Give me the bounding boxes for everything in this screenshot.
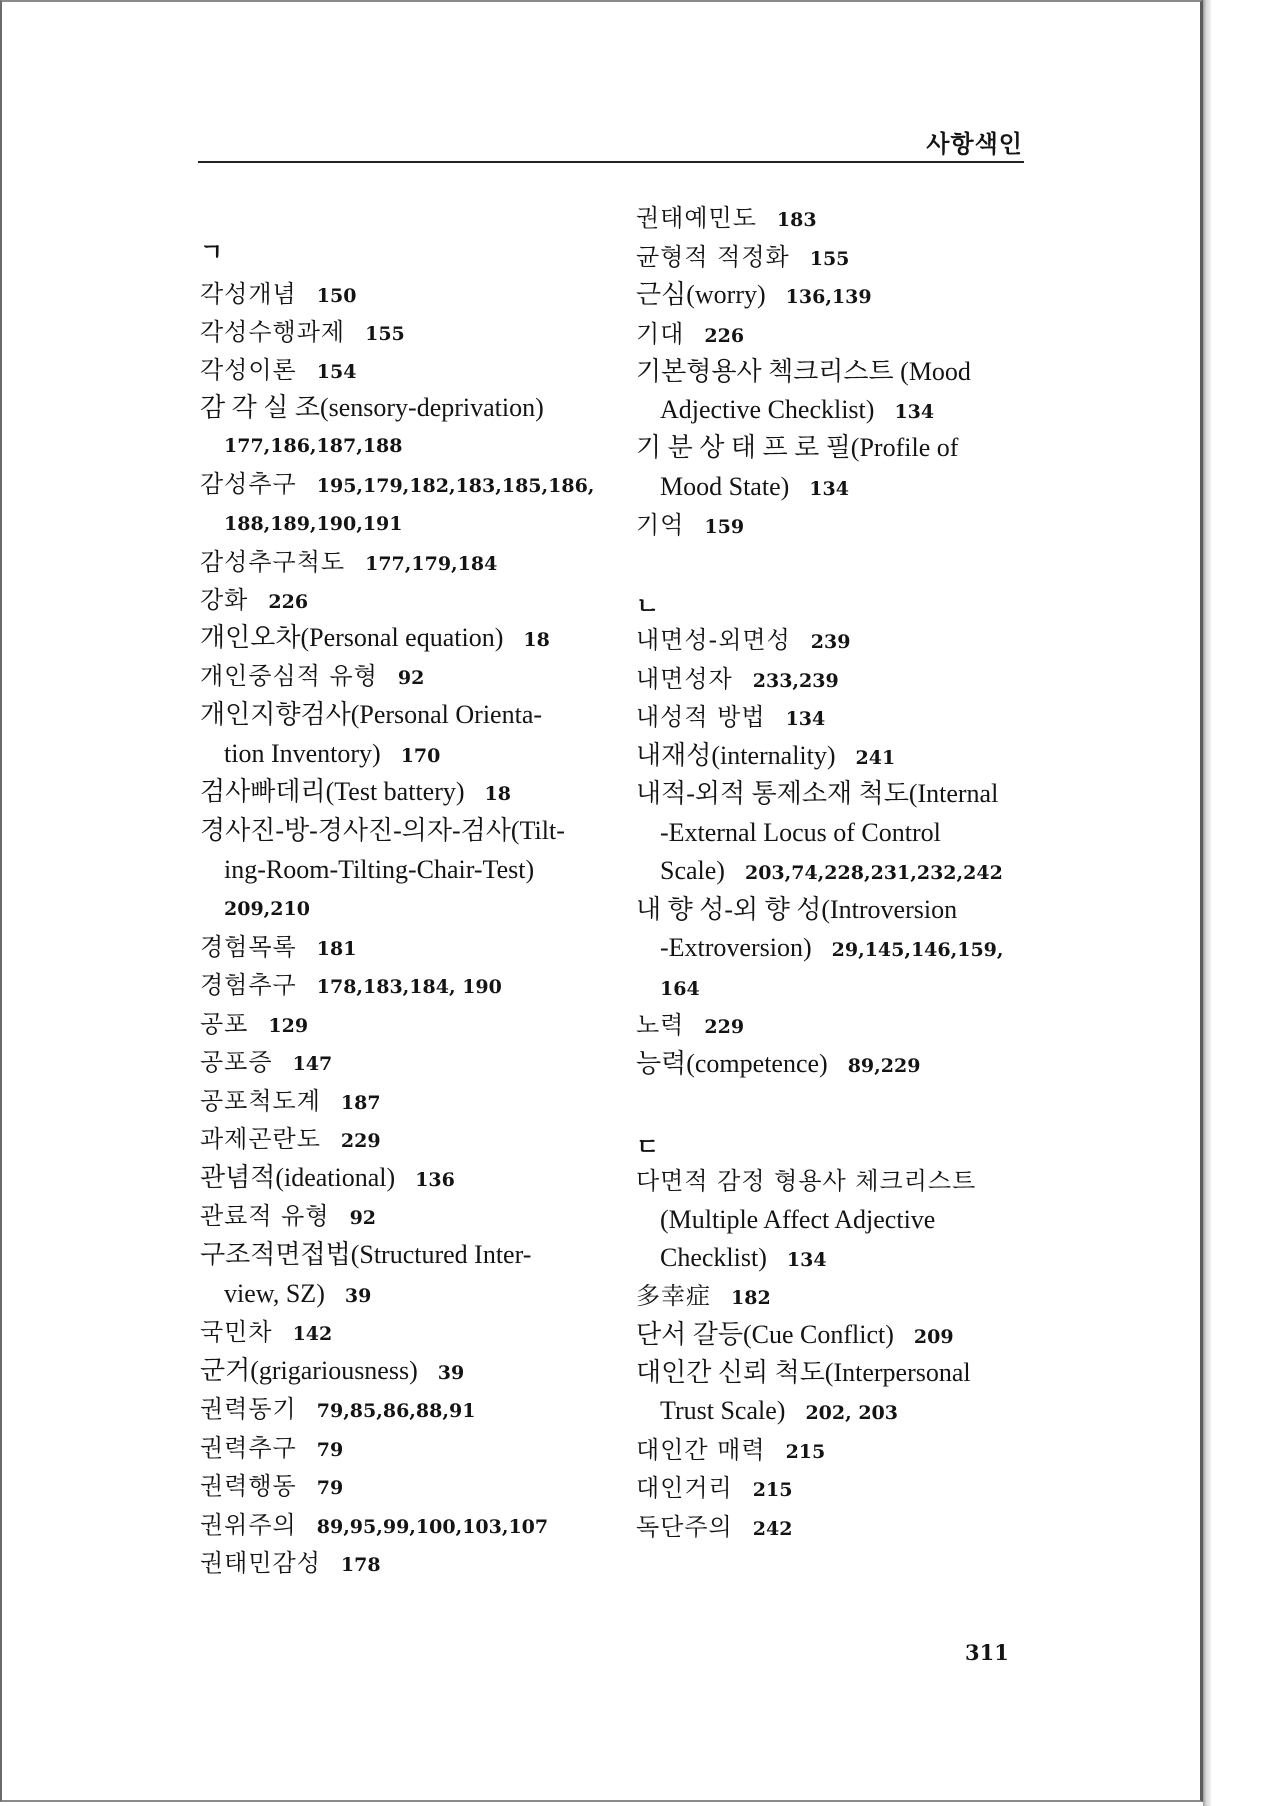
index-entry: 구조적면접법(Structured Inter- <box>200 1240 532 1269</box>
index-entry: 권력동기 79,85,86,88,91 <box>200 1395 476 1423</box>
page-edge-shadow <box>1203 0 1211 1806</box>
index-entry: 군거(grigariousness) 39 <box>200 1356 465 1385</box>
index-entry: 기 분 상 태 프 로 필(Profile of <box>636 433 959 462</box>
index-entry: 독단주의 242 <box>636 1513 793 1541</box>
index-entry: 감성추구 195,179,182,183,185,186, <box>200 470 595 498</box>
index-entry: 기억 159 <box>636 511 745 539</box>
index-entry-continuation: tion Inventory) 170 <box>224 739 441 768</box>
index-entry: 노력 229 <box>636 1011 745 1039</box>
index-entry: 내성적 방법 134 <box>636 703 826 731</box>
index-entry: 경험목록 181 <box>200 933 357 961</box>
section-letter-giyeok: ㄱ <box>200 238 224 266</box>
index-entry: 권력행동 79 <box>200 1472 344 1500</box>
index-entry: 권력추구 79 <box>200 1434 344 1462</box>
page-number: 311 <box>965 1640 1009 1665</box>
index-entry: 관료적 유형 92 <box>200 1202 377 1230</box>
index-entry: 단서 갈등(Cue Conflict) 209 <box>636 1320 954 1349</box>
index-entry: 강화 226 <box>200 586 309 614</box>
index-entry-continuation: Checklist) 134 <box>660 1243 827 1272</box>
section-letter-digeut: ㄷ <box>636 1133 660 1161</box>
index-entry: 감성추구척도 177,179,184 <box>200 548 498 576</box>
index-entry-continuation: 188,189,190,191 <box>224 513 403 535</box>
index-entry: 다면적 감정 형용사 체크리스트 <box>636 1167 977 1195</box>
index-entry: 개인중심적 유형 92 <box>200 662 425 690</box>
index-entry-continuation: view, SZ) 39 <box>224 1279 372 1308</box>
index-entry: 각성개념 150 <box>200 280 357 308</box>
index-entry: 권태예민도 183 <box>636 204 817 232</box>
index-entry: 각성이론 154 <box>200 356 357 384</box>
index-entry: 기본형용사 첵크리스트 (Mood <box>636 357 971 386</box>
index-entry-continuation: -External Locus of Control <box>660 818 941 847</box>
index-entry: 관념적(ideational) 136 <box>200 1163 455 1192</box>
index-entry-continuation: (Multiple Affect Adjective <box>660 1205 936 1234</box>
index-entry: 공포 129 <box>200 1010 309 1038</box>
index-entry: 공포척도계 187 <box>200 1087 381 1115</box>
index-entry: 개인오차(Personal equation) 18 <box>200 623 550 652</box>
index-entry: 국민차 142 <box>200 1318 333 1346</box>
index-entry-continuation: Mood State) 134 <box>660 472 849 501</box>
index-entry-continuation: 164 <box>660 978 700 1000</box>
index-entry: 내적-외적 통제소재 척도(Internal <box>636 779 999 808</box>
index-entry-continuation: Scale) 203,74,228,231,232,242 <box>660 856 1003 885</box>
index-entry: 과제곤란도 229 <box>200 1125 381 1153</box>
index-entry: 경험추구 178,183,184, 190 <box>200 971 502 999</box>
index-entry: 내재성(internality) 241 <box>636 741 896 770</box>
index-entry: 권태민감성 178 <box>200 1549 381 1577</box>
running-head: 사항색인 <box>926 130 1023 158</box>
index-entry: 내 향 성-외 향 성(Introversion <box>636 895 958 924</box>
index-entry: 내면성-외면성 239 <box>636 626 851 654</box>
index-entry: 근심(worry) 136,139 <box>636 280 872 309</box>
index-entry: 각성수행과제 155 <box>200 318 405 346</box>
index-entry-continuation: Trust Scale) 202, 203 <box>660 1396 898 1425</box>
index-entry-continuation: ing-Room-Tilting-Chair-Test) <box>224 855 535 884</box>
index-entry: 감 각 실 조(sensory-deprivation) <box>200 393 544 422</box>
index-entry-continuation: -Extroversion) 29,145,146,159, <box>660 933 1004 962</box>
index-entry: 대인거리 215 <box>636 1474 793 1502</box>
header-rule <box>198 161 1024 163</box>
index-entry-continuation: Adjective Checklist) 134 <box>660 395 935 424</box>
index-entry: 기대 226 <box>636 320 745 348</box>
index-entry-continuation: 209,210 <box>224 898 310 920</box>
index-entry: 내면성자 233,239 <box>636 665 839 693</box>
index-entry: 多幸症 182 <box>636 1282 771 1310</box>
index-entry: 검사빠데리(Test battery) 18 <box>200 777 511 806</box>
index-entry: 균형적 적정화 155 <box>636 243 850 271</box>
index-entry: 대인간 매력 215 <box>636 1436 826 1464</box>
section-letter-nieun: ㄴ <box>636 592 660 620</box>
index-entry: 대인간 신뢰 척도(Interpersonal <box>636 1358 971 1387</box>
index-entry: 경사진-방-경사진-의자-검사(Tilt- <box>200 816 565 845</box>
index-entry: 공포증 147 <box>200 1048 333 1076</box>
index-entry-continuation: 177,186,187,188 <box>224 435 403 457</box>
index-entry: 능력(competence) 89,229 <box>636 1049 921 1078</box>
index-entry: 권위주의 89,95,99,100,103,107 <box>200 1511 549 1539</box>
index-entry: 개인지향검사(Personal Orienta- <box>200 700 543 729</box>
